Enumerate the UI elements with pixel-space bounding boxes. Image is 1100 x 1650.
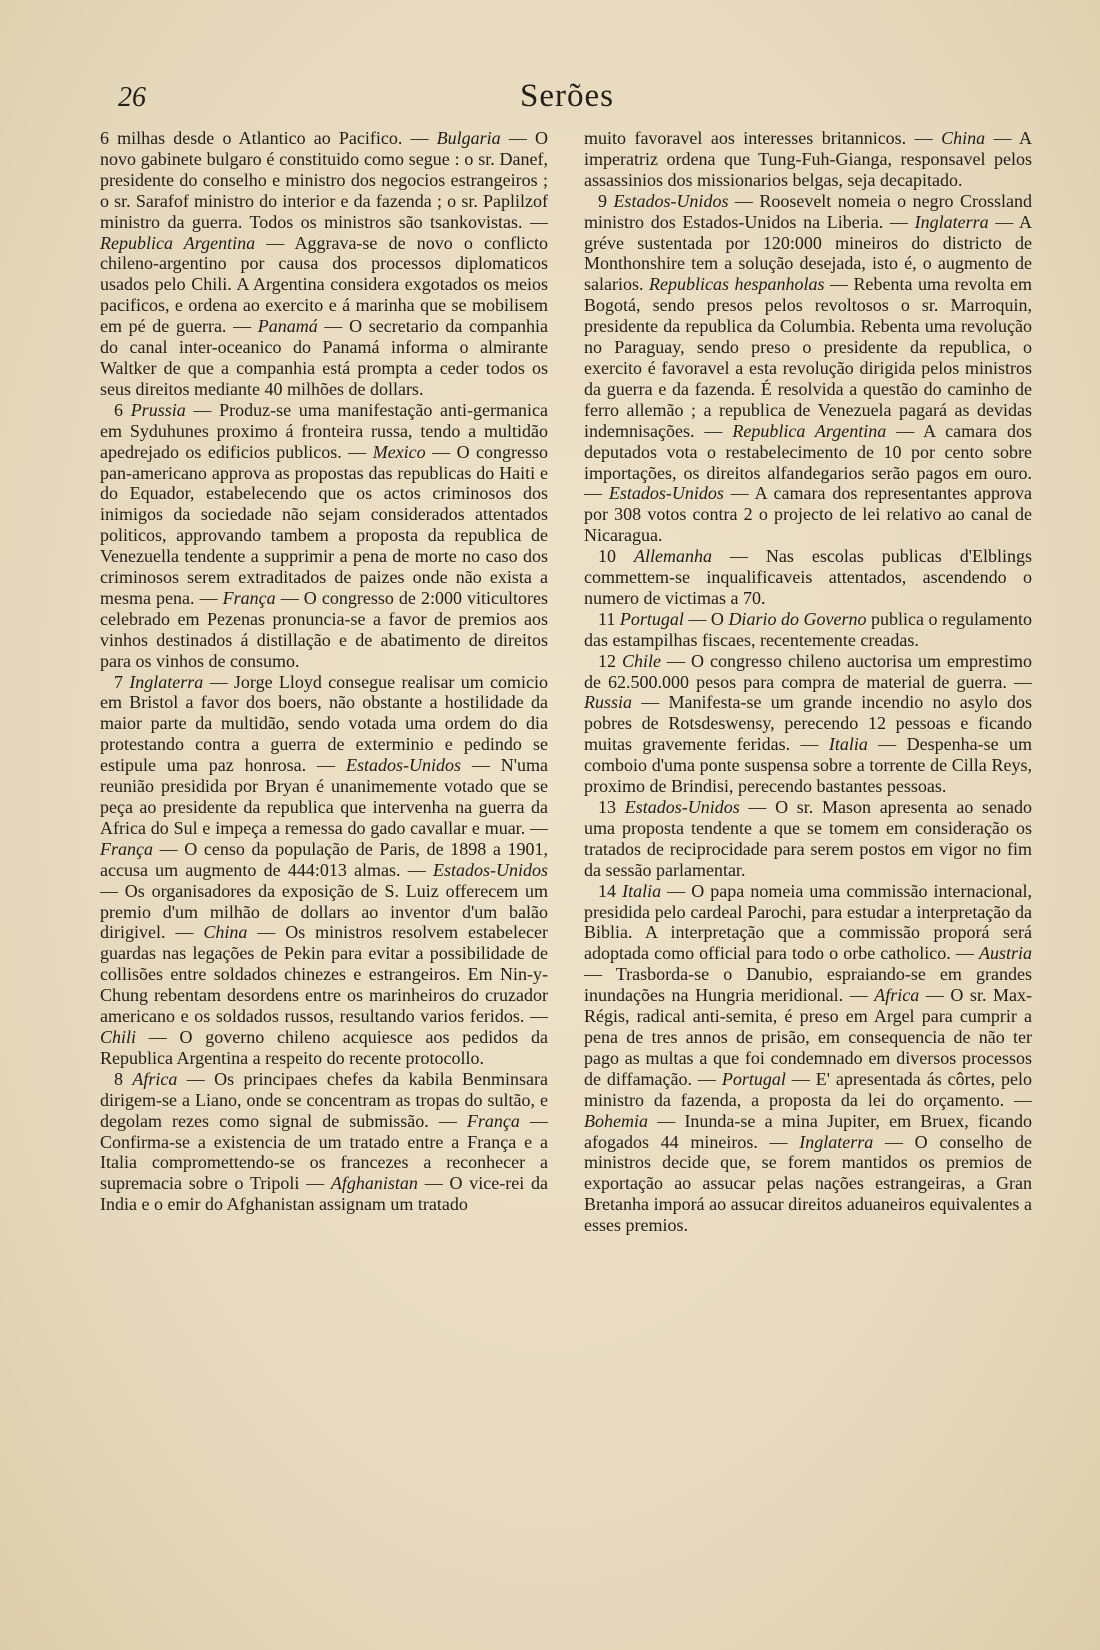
page-header <box>112 78 1022 118</box>
paragraph-text: — Despenha-se um comboio d'uma ponte suspensa sobre a torrente de Cilla Reys, proximo de Brindisi, perecendo bastantes pessoas. <box>584 734 1032 797</box>
place-name: França <box>100 838 153 859</box>
place-name: Portugal <box>721 1068 786 1089</box>
paragraph-text: — A camara dos deputados vota o restabelecimento de 10 por cento sobre importações, os direitos alfandegarios serão pagos em ouro. — <box>584 420 1032 504</box>
paragraph-text: 6 milhas desde o Atlantico ao Pacifico. — <box>100 128 437 148</box>
text-columns <box>100 128 1032 1608</box>
place-name: Afghanistan <box>330 1173 418 1194</box>
news-paragraph <box>100 672 548 1069</box>
paragraph-text: — Manifesta-se um grande incendio no asylo dos pobres de Rotsdeswensy, perecendo 12 pessoas e ficando muitas gravemente feridas. — <box>584 692 1032 755</box>
paragraph-text: — O congresso de 2:000 viticultores celebrado em Pezenas pronuncia-se a favor de premios aos vinhos destinados á distillação e de abatimento de direitos para os vinhos de consumo. <box>100 587 548 671</box>
paragraph-text: — O congresso chileno auctorisa um emprestimo de 62.500.000 pesos para compra de material de guerra. — <box>584 650 1032 692</box>
place-name: Mexico <box>372 441 426 462</box>
paragraph-text: — O sr. Max-Régis, radical anti-semita, é preso em Argel para cumprir a pena de tres annos de prisão, em consequencia de não ter pago as multas a que foi condemnado em diversos processos de diffamação. — <box>584 985 1032 1089</box>
news-paragraph <box>100 400 548 672</box>
place-name: Portugal <box>619 608 684 629</box>
paragraph-text: — O papa nomeia uma commissão internacional, presidida pelo cardeal Parochi, para estudar a interpretação da Biblia. A interpretação que a commissão proporá será adoptada como official para todo o orbe catholico. — <box>584 880 1032 964</box>
paragraph-text: — Jorge Lloyd consegue realisar um comicio em Bristol a favor dos boers, não obstante a hostilidade da maior parte da multidão, sendo votada uma ordem do dia protestando contra a guerra de exterminio e pedindo se estipule uma paz honrosa. — <box>100 671 548 776</box>
news-paragraph <box>100 128 548 400</box>
paragraph-text: — N'uma reunião presidida por Bryan é unanimemente votado que se peça ao presidente da republica que intervenha na guerra da Africa do Sul e impeça a remessa do gado cavallar e muar. — <box>100 755 548 838</box>
place-name: Inglaterra <box>914 211 989 232</box>
paragraph-text: — Roosevelt nomeia o negro Crossland ministro dos Estados-Unidos na Liberia. — <box>584 190 1032 232</box>
paragraph-text: 12 <box>598 650 623 671</box>
place-name: Bulgaria <box>436 128 501 148</box>
place-name: França <box>222 587 276 608</box>
paragraph-text: — Inunda-se a mina Jupiter, em Bruex, ficando afogados 44 mineiros. — <box>584 1110 1032 1152</box>
news-paragraph <box>584 881 1032 1236</box>
paragraph-text: — E' apresentada ás côrtes, pelo ministro da fazenda, a proposta da lei do orçamento. — <box>584 1068 1032 1110</box>
place-name: Bohemia <box>584 1110 648 1131</box>
paragraph-text: 6 <box>114 399 131 420</box>
page-number: 26 <box>118 82 146 113</box>
paragraph-text: — O sr. Mason apresenta ao senado uma proposta tendente a que se tomem em consideração os tratados de reciprocidade para serem postos em vigor no fim da sessão parlamentar. <box>584 797 1032 880</box>
place-name: Italia <box>622 880 662 901</box>
paragraph-text: — O censo da população de Paris, de 1898 a 1901, accusa um augmento de 444:013 almas. — <box>100 838 548 880</box>
paragraph-text: — Nas escolas publicas d'Elblings commettem-se inqualificaveis attentados, ascendendo o numero de victimas a 70. <box>584 546 1032 608</box>
place-name: Estados-Unidos <box>613 190 729 211</box>
place-name: Italia <box>828 734 868 755</box>
news-paragraph <box>584 546 1032 609</box>
paragraph-text: — Aggrava-se de novo o conflicto chileno-argentino por causa dos processos diplomaticos usados pelo Chili. A Argentina considera exgotados os meios pacificos, e ordena ao exercito e á marinha que se mobilisem em pé de guerra. — <box>100 232 548 337</box>
paragraph-text: — O conselho de ministros decide que, se forem mantidos os premios de exportação ao assucar pelas nações estrangeiras, a Gran Bretanha imporá ao assucar direitos aduaneiros equivalentes a esses premios. <box>584 1131 1032 1236</box>
place-name: Estados-Unidos <box>608 483 724 504</box>
paragraph-text: 9 <box>598 190 614 211</box>
place-name: Africa <box>874 985 920 1006</box>
place-name: Republica Argentina <box>732 420 887 441</box>
place-name: Republicas hespanholas <box>649 274 825 295</box>
news-paragraph <box>584 128 1032 191</box>
place-name: Africa <box>132 1068 178 1089</box>
paragraph-text: — Confirma-se a existencia de um tratado entre a França e a Italia compromettendo-se os francezes a reconhecer a supremacia sobre o Tripoli — <box>100 1110 548 1194</box>
news-paragraph <box>584 797 1032 881</box>
place-name: Chili <box>100 1026 137 1047</box>
place-name: Allemanha <box>633 546 712 567</box>
news-paragraph <box>100 1069 548 1215</box>
paragraph-text: 11 <box>598 608 620 629</box>
place-name: França <box>466 1110 520 1131</box>
place-name: China <box>941 128 986 148</box>
running-title: Serões <box>520 78 614 114</box>
paragraph-text: — Os organisadores da exposição de S. Luiz offerecem um premio d'um milhão de dollars ao inventor d'um balão dirigivel. — <box>100 880 548 943</box>
paragraph-text: — Os ministros resolvem estabelecer guardas nas legações de Pekin para evitar a possibilidade de collisões entre soldados chinezes e estrangeiros. Em Nin-y-Chung rebentam desordens entre os marinheiros do cruzador americano e os soldados russos, resultando varios feridos. — <box>100 922 548 1027</box>
place-name: Estados-Unidos <box>624 797 740 817</box>
news-paragraph <box>584 191 1032 546</box>
place-name: Estados-Unidos <box>345 755 461 776</box>
left-column <box>100 128 548 1608</box>
paragraph-text: — O secretario da companhia do canal inter-oceanico do Panamá informa o almirante Waltker de que a companhia está prompta a ceder todos os seus direitos mediante 40 milhões de dollars. <box>100 316 548 399</box>
paragraph-text: — O vice-rei da India e o emir do Afghanistan assignam um tratado <box>100 1173 548 1215</box>
paragraph-text: publica o regulamento das estampilhas fiscaes, recentemente creadas. <box>584 608 1032 650</box>
paragraph-text: — O novo gabinete bulgaro é constituido como segue : o sr. Danef, presidente do conselho e ministro dos negocios estrangeiros ; o sr. Sarafof ministro do interior e da fazenda ; o sr. Paplilzof ministro da guerra. Todos os ministros são tsankovistas. — <box>100 128 548 232</box>
place-name: Russia <box>584 692 633 713</box>
paragraph-text: 7 <box>114 671 130 692</box>
paragraph-text: — A camara dos representantes approva por 308 votos contra 2 o projecto de lei relativo ao canal de Nicaragua. <box>584 483 1032 546</box>
place-name: Austria <box>978 943 1032 964</box>
paragraph-text: — A imperatriz ordena que Tung-Fuh-Gianga, responsavel pelos assassinios dos missionarios belgas, seja decapitado. <box>584 128 1032 190</box>
right-column <box>584 128 1032 1608</box>
news-paragraph <box>584 651 1032 797</box>
paragraph-text: 14 <box>598 880 623 901</box>
place-name: Diario do Governo <box>728 608 867 629</box>
paragraph-text: — Trasborda-se o Danubio, espraiando-se em grandes inundações na Hungria meridional. — <box>584 964 1032 1006</box>
paragraph-text: 8 <box>114 1068 133 1089</box>
paragraph-text: — Produz-se uma manifestação anti-germanica em Syduhunes proximo á fronteira russa, tendo a multidão apedrejado os edificios publicos. — <box>100 399 548 462</box>
place-name: Inglaterra <box>129 671 204 692</box>
paragraph-text: — Os principaes chefes da kabila Benminsara dirigem-se a Liano, onde se concentram as tropas do sultão, e degolam rezes como signal de submissão. — <box>100 1068 548 1131</box>
paragraph-text: — O <box>683 608 729 629</box>
paragraph-text: 13 <box>598 797 625 817</box>
place-name: Chile <box>622 650 662 671</box>
place-name: Republica Argentina <box>100 232 256 253</box>
paragraph-text: — A gréve sustentada por 120:000 mineiros do districto de Monthonshire tem a solução desejada, isto é, o augmento de salarios. <box>584 211 1032 295</box>
paragraph-text: — O congresso pan-americano approva as propostas das republicas do Haiti e do Equador, estabelecendo que os actos criminosos dos inimigos da sociedade não sejam considerados attentados politicos, approvando tambem a proposta da republica de Venezuella tendente a supprimir a pena de morte no caso dos criminosos serem extraditados de paizes onde não exista a mesma pena. — <box>100 441 548 608</box>
place-name: Panamá <box>257 316 318 337</box>
place-name: Prussia <box>130 399 186 420</box>
paragraph-text: muito favoravel aos interesses britannicos. — <box>584 128 942 148</box>
place-name: China <box>203 922 248 943</box>
place-name: Estados-Unidos <box>432 859 548 880</box>
news-paragraph <box>584 609 1032 651</box>
paragraph-text: — Rebenta uma revolta em Bogotá, sendo presos pelos revoltosos o sr. Marroquin, presidente da republica da Columbia. Rebenta uma revolução no Paraguay, sendo preso o presidente da republica, o exercito é favoravel a esta revolução dirigida pelos ministros da guerra e da fazenda. É resolvida a questão do caminho de ferro allemão ; a republica de Venezuela pagará as devidas indemnisações. — <box>584 274 1032 441</box>
place-name: Inglaterra <box>799 1131 874 1152</box>
paragraph-text: 10 <box>598 546 634 567</box>
paragraph-text: — O governo chileno acquiesce aos pedidos da Republica Argentina a respeito do recente protocollo. <box>100 1026 548 1068</box>
